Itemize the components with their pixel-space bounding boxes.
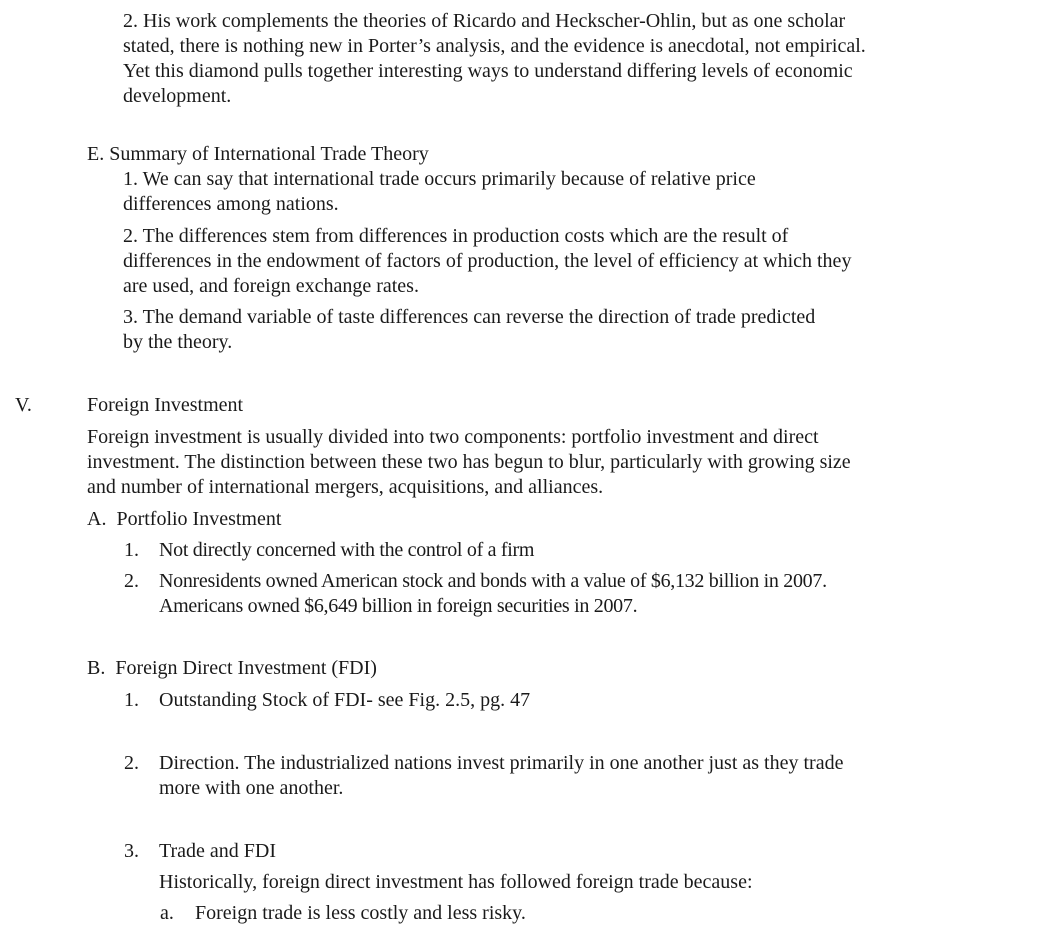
section-numeral: V. [15, 394, 32, 416]
fdi-item-2-number: 2. [124, 752, 139, 774]
trade-fdi-sub-a: Foreign trade is less costly and less risky. [195, 902, 526, 924]
porter-item-2: 2. His work complements the theories of Ricardo and Heckscher-Ohlin, but as one scholar stated, there is nothing new in Porter’s analysis, and the evidence is anecdotal, not empirical. Yet this diamond pulls together interesting ways to understand differing levels of economic development. [123, 10, 866, 107]
fdi-item-3-number: 3. [124, 840, 139, 862]
portfolio-item-2: Nonresidents owned American stock and bonds with a value of $6,132 billion in 2007. Americans owned $6,649 billion in foreign securities in 2007. [159, 570, 827, 617]
summary-item-3: 3. The demand variable of taste differences can reverse the direction of trade predicted by the theory. [123, 306, 816, 353]
fdi-item-1-number: 1. [124, 689, 139, 711]
summary-item-1: 1. We can say that international trade occurs primarily because of relative price differences among nations. [123, 168, 756, 215]
trade-fdi-intro: Historically, foreign direct investment has followed foreign trade because: [159, 871, 753, 893]
fdi-item-3: Trade and FDI [159, 840, 277, 862]
portfolio-item-2-number: 2. [124, 570, 139, 592]
fdi-heading: B. Foreign Direct Investment (FDI) [87, 657, 377, 679]
section-intro: Foreign investment is usually divided into two components: portfolio investment and direct investment. The distinction between these two has begun to blur, particularly with growing size and number of international mergers, acquisitions, and alliances. [87, 426, 851, 498]
summary-item-2: 2. The differences stem from differences in production costs which are the result of differences in the endowment of factors of production, the level of efficiency at which they are used, and foreign exchange rates. [123, 225, 852, 297]
portfolio-heading: A. Portfolio Investment [87, 508, 282, 530]
trade-fdi-sub-a-letter: a. [160, 902, 174, 924]
fdi-item-1: Outstanding Stock of FDI- see Fig. 2.5, pg. 47 [159, 689, 531, 711]
fdi-item-2: Direction. The industrialized nations invest primarily in one another just as they trade more with one another. [159, 752, 844, 799]
portfolio-item-1: Not directly concerned with the control of a firm [159, 539, 535, 561]
section-title: Foreign Investment [87, 394, 244, 416]
portfolio-item-1-number: 1. [124, 539, 139, 561]
summary-heading: E. Summary of International Trade Theory [87, 143, 429, 165]
